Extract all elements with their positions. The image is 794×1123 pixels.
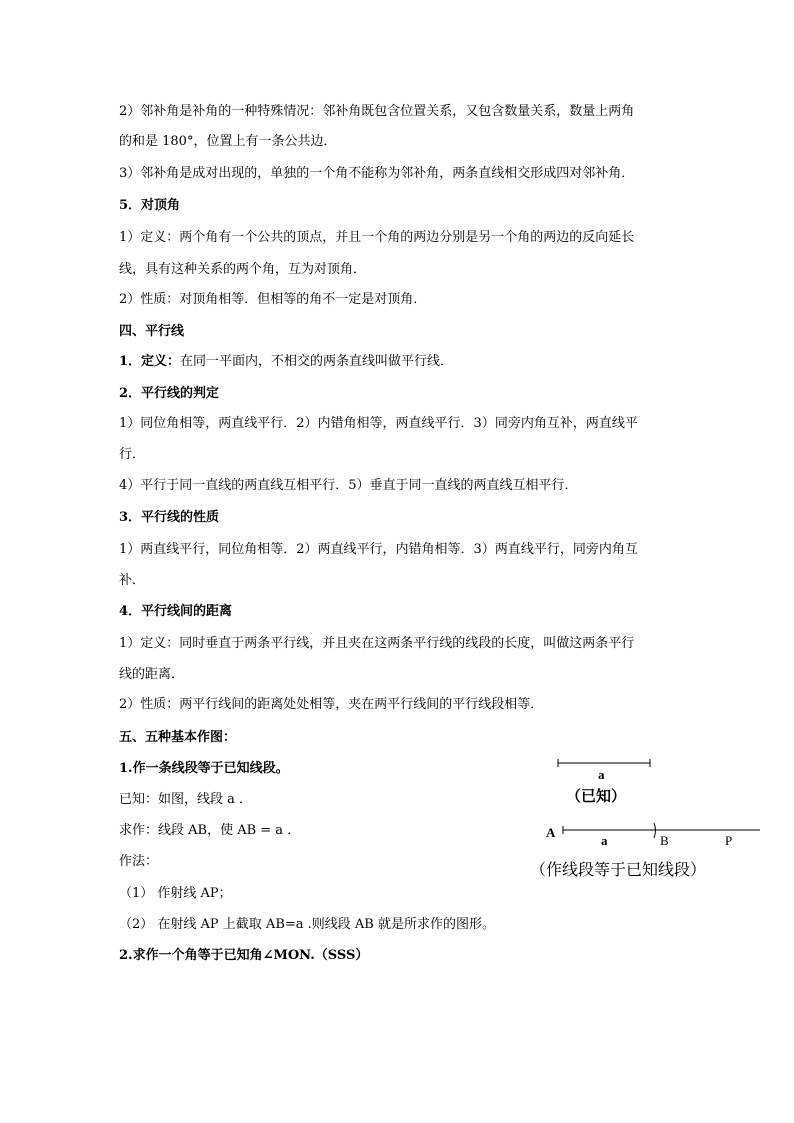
point-p-label: P (725, 833, 733, 848)
given-segment-label: a (598, 767, 605, 782)
text-line (119, 354, 453, 370)
text-line: 已知：如图，线段 a ． (119, 792, 253, 807)
text-line: 线，具有这种关系的两个角，互为对顶角． (119, 262, 367, 277)
text-line: 4）平行于同一直线的两直线互相平行．5）垂直于同一直线的两直线互相平行． (119, 478, 578, 493)
text-line: 1）定义：两个角有一个公共的顶点，并且一个角的两边分别是另一个角的两边的反向延长 (119, 230, 635, 245)
text-line: 1）同位角相等，两直线平行．2）内错角相等，两直线平行．3）同旁内角互补，两直线平 (119, 416, 638, 431)
line-rest: 在同一平面内，不相交的两条直线叫做平行线． (180, 354, 454, 369)
text-line: 求作：线段 AB，使 AB = a ． (119, 823, 301, 838)
construction-figure (530, 755, 770, 885)
text-line: 行． (119, 447, 146, 462)
text-line: 的和是 180°，位置上有一条公共边． (119, 134, 337, 149)
text-line: 1）定义：同时垂直于两条平行线，并且夹在这两条平行线的线段的长度，叫做这两条平行 (119, 636, 635, 651)
text-line: 补． (119, 573, 146, 588)
given-caption: （已知） (566, 787, 627, 805)
text-line: 2）性质：两平行线间的距离处处相等，夹在两平行线间的平行线段相等． (119, 697, 544, 712)
text-line: 1）两直线平行，同位角相等．2）两直线平行，内错角相等．3）两直线平行，同旁内角互 (119, 542, 638, 557)
point-b-label: B (660, 833, 669, 848)
text-line: 作法： (119, 854, 159, 869)
text-line: 四、平行线 (119, 324, 185, 339)
text-line: 2.求作一个角等于已知角∠MON.（SSS） (119, 948, 369, 963)
text-line: 3．平行线的性质 (119, 510, 220, 525)
text-line: 线的距离． (119, 667, 185, 682)
text-line: 4．平行线间的距离 (119, 604, 233, 619)
text-line: 2）性质：对顶角相等．但相等的角不一定是对顶角． (119, 292, 427, 307)
text-line: 2）邻补角是补角的一种特殊情况：邻补角既包含位置关系，又包含数量关系，数量上两角 (119, 104, 635, 119)
figure-svg (530, 755, 770, 885)
point-a-label: A (546, 825, 556, 840)
text-line: 五、五种基本作图： (119, 730, 237, 745)
segment-a-label: a (601, 833, 608, 848)
text-line: 3）邻补角是成对出现的，单独的一个角不能称为邻补角，两条直线相交形成四对邻补角． (119, 166, 635, 181)
text-line: 5．对顶角 (119, 198, 181, 213)
text-line: （1） 作射线 AP； (119, 886, 232, 901)
construction-caption: （作线段等于已知线段） (530, 860, 707, 879)
text-line: 1.作一条线段等于已知线段。 (119, 761, 289, 776)
line-bold-prefix: 1．定义： (119, 354, 181, 369)
text-line: （2） 在射线 AP 上截取 AB=a .则线段 AB 就是所求作的图形。 (119, 917, 495, 932)
text-line: 2．平行线的判定 (119, 386, 220, 401)
